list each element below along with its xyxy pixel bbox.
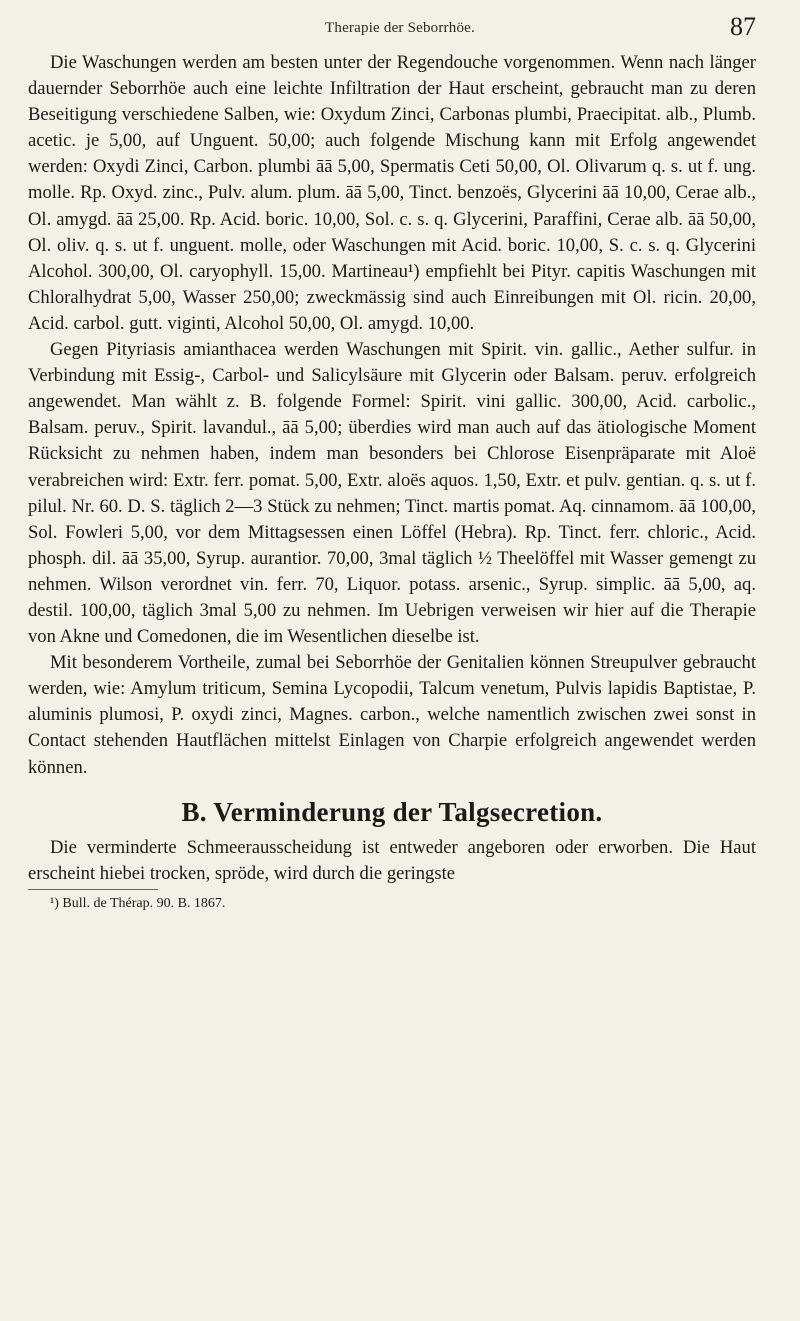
footnote-rule — [28, 889, 158, 890]
paragraph-pityriasis: Gegen Pityriasis amianthacea werden Waschungen mit Spirit. vin. gallic., Aether sulfur. in Verbindung mit Essig-, Carbol- und Salicylsäure mit Glycerin oder Balsam. peruv. erfolgreich angewendet. Man wählt z. B. folgende Formel: Spirit. vini gallic. 300,00, Acid. carbolic., Balsam. peruv., Spirit. lavandul., āā 5,00; überdies wird man auch auf das ätiologische Moment Rücksicht zu nehmen haben, indem man besonders bei Chlorose Eisenpräparate mit Aloë verabreichen wird: Extr. ferr. pomat. 5,00, Extr. aloës aquos. 1,50, Extr. et pulv. gentian. q. s. ut f. pilul. Nr. 60. D. S. täglich 2—3 Stück zu nehmen; Tinct. martis pomat. Aq. cinnamom. āā 100,00, Sol. Fowleri 5,00, vor dem Mittagsessen einen Löffel (Hebra). Rp. Tinct. ferr. chloric., Acid. phosph. dil. āā 35,00, Syrup. aurantior. 70,00, 3mal täglich ½ Theelöffel mit Wasser gemengt zu nehmen. Wilson verordnet vin. ferr. 70, Liquor. potass. arsenic., Syrup. simplic. āā 5,00, aq. destil. 100,00, täglich 3mal 5,00 zu nehmen. Im Uebrigen verweisen wir hier auf die Therapie von Akne und Comedonen, die im Wesentlichen dieselbe ist. — [28, 339, 756, 648]
running-title: Therapie der Seborrhöe. — [325, 20, 475, 36]
paragraph-reduced-secretion: Die verminderte Schmeerausscheidung ist entweder angeboren oder erworben. Die Haut erscheint hiebei trocken, spröde, wird durch die geringste — [28, 836, 756, 884]
page-header — [0, 12, 800, 46]
paragraph-washing-ointments: Die Waschungen werden am besten unter der Regendouche vorgenommen. Wenn nach länger dauernder Seborrhöe auch eine leichte Infiltration der Haut erscheint, gebraucht man zu deren Beseitigung verschiedene Salben, wie: Oxydum Zinci, Carbonas plumbi, Praecipitat. alb., Plumb. acetic. je 5,00, auf Unguent. 50,00; auch folgende Mischung kann mit Erfolg angewendet werden: Oxydi Zinci, Carbon. plumbi āā 5,00, Spermatis Ceti 50,00, Ol. Olivarum q. s. ut f. ung. molle. Rp. Oxyd. zinc., Pulv. alum. plum. āā 5,00, Tinct. benzoës, Glycerini āā 10,00, Cerae alb., Ol. amygd. āā 25,00. Rp. Acid. boric. 10,00, Sol. c. s. q. Glycerini, Paraffini, Cerae alb. āā 50,00, Ol. oliv. q. s. ut f. unguent. molle, oder Waschungen mit Acid. boric. 10,00, S. c. s. q. Glycerini Alcohol. 300,00, Ol. caryophyll. 15,00. Martineau¹) empfiehlt bei Pityr. capitis Waschungen mit Chloralhydrat 5,00, Wasser 250,00; zweckmässig sind auch Einreibungen mit Ol. ricin. 20,00, Acid. carbol. gutt. viginti, Alcohol 50,00, Ol. amygd. 10,00. — [28, 52, 756, 334]
page-number: 87 — [730, 12, 756, 41]
footnote: ¹) Bull. de Thérap. 90. B. 1867. — [50, 895, 226, 911]
paragraph-powders: Mit besonderem Vortheile, zumal bei Seborrhöe der Genitalien können Streupulver gebraucht werden, wie: Amylum triticum, Semina Lycopodii, Talcum venetum, Pulvis lapidis Baptistae, P. aluminis plumosi, P. oxydi zinci, Magnes. carbon., welche namentlich zwischen zwei sonst in Contact stehenden Hautflächen mittelst Einlagen von Charpie erfolgreich angewendet werden können. — [28, 652, 756, 778]
page-body — [28, 50, 756, 914]
section-heading: B. Verminderung der Talgsecretion. — [181, 796, 603, 827]
